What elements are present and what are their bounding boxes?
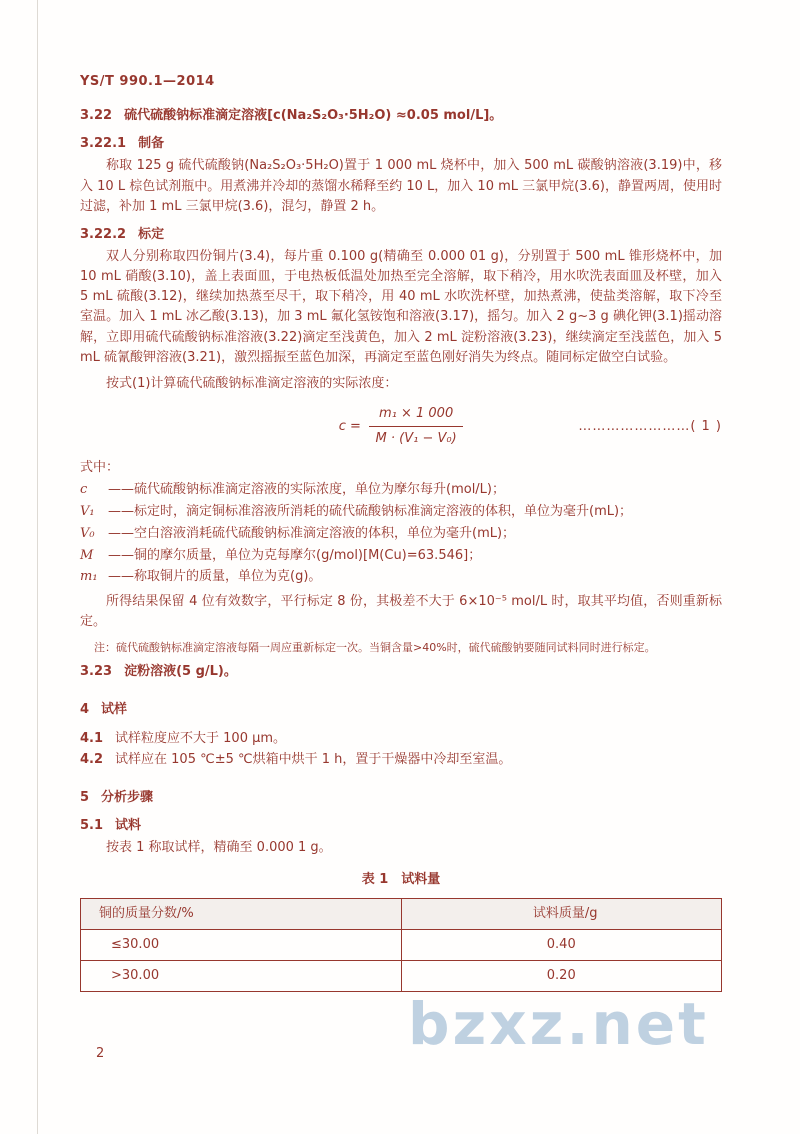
clause-number: 3.22.1 — [80, 136, 127, 152]
clause-number: 5.1 — [80, 818, 104, 834]
table-row — [81, 961, 722, 992]
table-cell-copper-range: ≤30.00 — [81, 930, 402, 961]
clause-title: 分析步骤 — [101, 789, 154, 805]
clause-4-1 — [80, 729, 722, 749]
clause-number: 4.2 — [80, 751, 104, 767]
table-cell-sample-mass: 0.20 — [401, 961, 722, 992]
definition-symbol: V₀ — [80, 525, 95, 541]
clause-3-22 — [80, 106, 722, 126]
table-1-caption: 表 1 试料量 — [361, 872, 441, 888]
clause-title: 试样 — [101, 702, 128, 718]
table-row — [81, 930, 722, 961]
clause-number: 4.1 — [80, 730, 104, 746]
clause-5-1-body: 按表 1 称取试样，精确至 0.000 1 g。 — [106, 840, 332, 856]
section-5-heading — [80, 788, 722, 808]
clause-number: 3.22.2 — [80, 226, 127, 242]
clause-title: 硫代硫酸钠标准滴定溶液[c(Na₂S₂O₃·5H₂O) ≈0.05 mol/L]。 — [124, 108, 503, 124]
definition-symbol: c — [80, 482, 88, 498]
clause-3-22-2-heading — [80, 225, 722, 245]
section-4-heading — [80, 700, 722, 720]
clause-number: 3.23 — [80, 664, 113, 680]
clause-title: 试料 — [115, 818, 142, 834]
formula-fraction — [369, 404, 463, 449]
clause-text: 试样粒度应不大于 100 μm。 — [115, 730, 287, 746]
clause-5-1-heading — [80, 816, 722, 836]
clause-3-22-1-body: 称取 125 g 硫代硫酸钠(Na₂S₂O₃·5H₂O)置于 1 000 mL 烧杯中，加入 500 mL 碳酸钠溶液(3.19)中，移入 10 L 棕色试剂瓶中。用煮沸并冷却的蒸馏水稀释至约 10 L，加入 10 mL 三氯甲烷(3.6)，静置两周，使用时过滤，补加 1 mL 三氯甲烷(3.6)，混匀，静置 2 h。 — [80, 158, 722, 214]
definition-symbol: V₁ — [80, 503, 95, 519]
clause-title: 淀粉溶液(5 g/L)。 — [124, 664, 237, 680]
watermark: bzxz.net — [408, 990, 709, 1058]
clause-number: 3.22 — [80, 108, 113, 124]
definition-desc: ——铜的摩尔质量，单位为克每摩尔(g/mol)[M(Cu)=63.546]； — [108, 547, 482, 563]
note-paragraph: 注：硫代硫酸钠标准滴定溶液每隔一周应重新标定一次。当铜含量>40%时，硫代硫酸钠要随同试料同时进行标定。 — [94, 641, 656, 655]
clause-3-22-2-body: 双人分别称取四份铜片(3.4)，每片重 0.100 g(精确至 0.000 01 g)，分别置于 500 mL 锥形烧杯中，加 10 mL 硝酸(3.10)，盖上表面皿，于电热板低温处加热至完全溶解，取下稍冷，用水吹洗表面皿及杯壁，加入 5 mL 硫酸(3.12)，继续加热蒸至尽干，取下稍冷，用 40 mL 水吹洗杯壁，加热煮沸，使盐类溶解，取下冷至室温。加入 1 mL 冰乙酸(3.13)，加 3 mL 氟化氢铵饱和溶液(3.17)，摇匀。加入 2 g~3 g 碘化钾(3.1)摇动溶解，立即用硫代硫酸钠标准溶液(3.22)滴定至浅黄色，加入 2 mL 淀粉溶液(3.23)，继续滴定至浅蓝色，加入 5 mL 硫氰酸钾溶液(3.21)，激烈摇振至蓝色加深，再滴定至蓝色刚好消失为终点。随同标定做空白试验。 — [80, 248, 722, 365]
definition-item — [80, 546, 722, 567]
table-1 — [80, 898, 722, 992]
table-header-sample-mass: 试料质量/g — [401, 899, 722, 930]
definition-item — [80, 480, 722, 501]
formula-equation-number: ……………………( 1 ) — [578, 418, 722, 434]
standard-number: YS/T 990.1—2014 — [80, 74, 215, 89]
page-number: 2 — [96, 1046, 105, 1061]
formula-numerator: m₁ × 1 000 — [369, 404, 463, 427]
definition-desc: ——标定时，滴定铜标准溶液所消耗的硫代硫酸钠标准滴定溶液的体积，单位为毫升(mL)； — [108, 503, 633, 519]
clause-4-2 — [80, 750, 722, 770]
definition-symbol: M — [80, 547, 94, 563]
clause-text: 试样应在 105 ℃±5 ℃烘箱中烘干 1 h，置于干燥器中冷却至室温。 — [115, 751, 512, 767]
definition-desc: ——空白溶液消耗硫代硫酸钠标准滴定溶液的体积，单位为毫升(mL)； — [108, 525, 516, 541]
clause-number: 4 — [80, 702, 90, 718]
formula-1 — [80, 402, 722, 452]
definition-item — [80, 502, 722, 523]
table-header-row — [81, 899, 722, 930]
definition-desc: ——称取铜片的质量，单位为克(g)。 — [108, 569, 322, 585]
clause-3-23 — [80, 662, 722, 682]
clause-3-22-1-heading — [80, 134, 722, 154]
table-cell-sample-mass: 0.40 — [401, 930, 722, 961]
where-label: 式中： — [80, 459, 120, 475]
scan-edge-line — [37, 0, 38, 1134]
page-content — [80, 72, 722, 992]
table-header-copper-fraction: 铜的质量分数/% — [81, 899, 402, 930]
formula-denominator: M · (V₁ − V₀) — [375, 431, 457, 447]
table-cell-copper-range: >30.00 — [81, 961, 402, 992]
clause-title: 标定 — [138, 226, 165, 242]
formula-intro: 按式(1)计算硫代硫酸钠标准滴定溶液的实际浓度： — [106, 375, 398, 391]
clause-title: 制备 — [138, 136, 165, 152]
formula-expression — [339, 404, 463, 449]
definition-item — [80, 524, 722, 545]
result-paragraph: 所得结果保留 4 位有效数字，平行标定 8 份，其极差不大于 6×10⁻⁵ mol/L 时，取其平均值，否则重新标定。 — [80, 594, 722, 630]
definition-symbol: m₁ — [80, 569, 98, 585]
formula-lhs: c = — [338, 418, 361, 434]
definition-item — [80, 567, 722, 588]
clause-number: 5 — [80, 789, 90, 805]
definition-desc: ——硫代硫酸钠标准滴定溶液的实际浓度，单位为摩尔每升(mol/L)； — [108, 482, 505, 498]
